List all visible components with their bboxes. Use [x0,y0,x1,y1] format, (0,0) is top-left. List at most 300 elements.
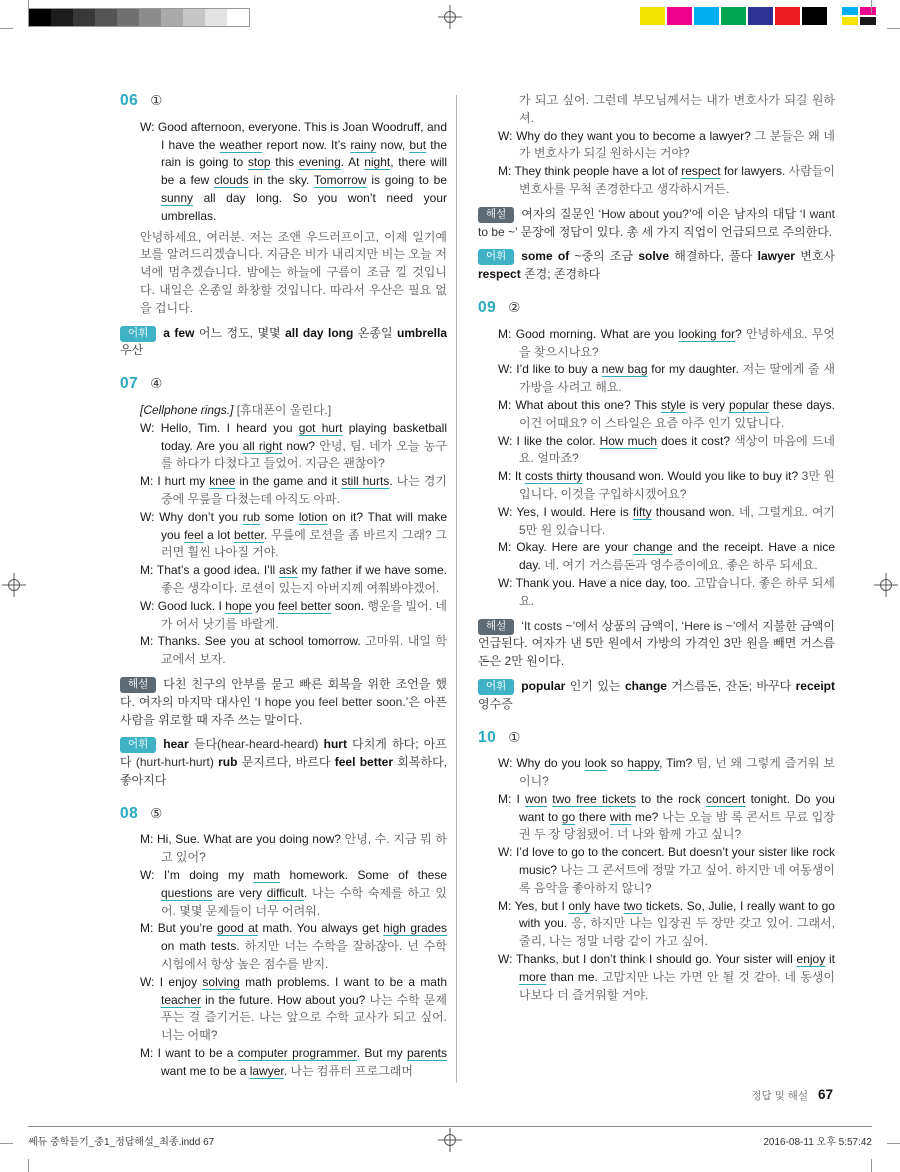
answer-choice: ② [508,299,521,315]
keyword-underlined: stop [247,155,271,170]
text-segment: 다친 친구의 안부를 묻고 빠른 회복을 위한 조언을 했다. 여자의 마지막 대사인 ‘I hope you feel better soon.’은 아픈 사람을 위로할 때 자주 쓰는 말이다. [120,676,447,727]
text-segment: . But my [356,1046,407,1061]
text-segment: 여자의 질문인 ‘How about you?’에 이은 남자의 대답 ‘I want to be ~’ 문장에 정답이 있다. 총 세 가지 직업이 언급되므로 주의한다. [478,206,835,239]
text-segment: [Cellphone rings.] [140,402,234,417]
text-segment: Good luck. I [157,598,226,613]
vocabulary-note [120,736,447,789]
text-segment: Hi, Sue. What are you doing now? [156,832,345,847]
text-segment: for lawyers. [720,164,789,179]
korean-text: 안녕, 수. 지금 뭐 하고 있어? [161,832,448,865]
dialogue-line [498,575,835,611]
keyword-underlined: lawyer [249,1063,284,1078]
vocab-term: rub [218,755,238,770]
inner-footer-label: 정답 및 해설 [751,1090,808,1102]
text-segment: Okay. Here are your [516,540,634,555]
dialogue-line [498,326,835,362]
grayscale-swatch [117,9,139,26]
grayscale-swatch [139,9,161,26]
registration-mark-icon [874,573,898,597]
speaker-label: M: [140,1046,158,1061]
question-header [478,299,835,318]
speaker-label: M: [140,832,157,847]
question-number: 07 [120,375,139,393]
dialogue-line [498,433,835,469]
color-swatch [842,17,858,25]
speaker-label: M: [140,563,157,578]
text-segment: 해결하다, 풀다 [669,249,758,264]
registration-mark-icon [438,5,462,29]
korean-text: 저는 딸에게 줄 새 가방을 사려고 해요. [519,362,835,395]
keyword-underlined: two free tickets [552,791,636,806]
text-segment: some [260,509,299,524]
keyword-underlined: night [364,155,391,170]
dialogue-line [140,831,447,867]
keyword-underlined: respect [681,164,721,179]
text-segment: to the rock [635,791,707,806]
crop-mark [887,28,900,29]
speaker-label: W: [498,128,517,143]
text-segment: . [283,1063,291,1078]
speaker-label: W: [140,119,158,134]
keyword-underlined: teacher [161,992,202,1007]
speaker-label: W: [498,845,516,860]
vocab-badge: 어휘 [478,249,514,265]
text-segment: now, [376,137,410,152]
question-number: 08 [120,804,139,822]
korean-text: 나는 오늘 밤 록 콘서트 무료 입장권 두 장 당첨됐어. 너 나와 함께 가고 싶니? [519,809,835,842]
text-segment: you [251,598,278,613]
speaker-label: W: [140,974,160,989]
vocab-term: solve [638,249,669,264]
explanation-note [478,618,835,671]
keyword-underlined: questions [161,885,213,900]
korean-text: 사람들이 변호사를 무척 존경한다고 생각하시거든. [519,164,836,196]
keyword-underlined: go [561,809,576,824]
text-segment: playing basketball today. Are you [161,420,448,453]
text-segment: Why don’t you [159,509,243,524]
text-segment: report now. It’s [262,137,351,152]
speaker-label: W: [140,868,164,883]
vocab-term: lawyer [757,249,795,264]
text-segment: 온종일 [353,325,397,340]
text-segment: Why do you [516,756,585,771]
speaker-label: W: [140,598,158,613]
speaker-label: W: [140,420,161,435]
korean-text: 나는 경기 중에 무릎을 다쳤는데 아직도 아파. [161,474,447,506]
text-segment: But you’re [157,921,218,936]
korean-text: 안녕, 팀. 네가 오늘 농구를 하다가 다쳤다고 들었어. 지금은 괜찮아? [161,438,447,471]
vocab-term: a few [163,325,195,340]
text-segment: . [303,885,312,900]
color-swatch [721,7,746,25]
text-segment: Thanks. See you at school tomorrow. [157,634,366,649]
korean-text: 색상이 마음에 드네요. 얼마죠? [519,433,836,466]
text-segment: thousand won. Would you like to buy it? [582,469,802,484]
keyword-underlined: more [519,969,547,984]
color-swatch [842,7,858,15]
explain-badge: 해설 [478,207,514,223]
vocab-term: umbrella [396,325,447,340]
text-segment: It [514,469,525,484]
page-number: 67 [817,1087,833,1102]
text-segment: in the sky. [248,173,314,188]
crop-mark [28,1159,29,1172]
dialogue-line [498,128,835,164]
text-segment: these days. [769,397,835,412]
speaker-label: W: [498,575,516,590]
text-segment: on it? That will make you [161,509,447,542]
explain-badge: 해설 [478,619,514,635]
text-segment: thousand won. [651,504,739,519]
dialogue-line [140,598,447,634]
stage-direction [140,402,447,420]
keyword-underlined: got hurt [298,420,343,435]
vocab-term: popular [521,678,566,693]
text-segment: I’d love to go to the concert. But doesn’t your sister like rock music? [515,845,835,878]
vocab-badge: 어휘 [120,737,156,753]
keyword-underlined: looking for [678,326,735,341]
dialogue-line [140,119,447,226]
dialogue-line [498,898,835,951]
explanation-note [120,676,447,729]
text-segment: all day long. So you won’t need your umbrellas. [161,190,447,223]
vocab-term: hurt [323,737,347,752]
text-segment: Good afternoon, everyone. This is Joan Woodruff, and I have the [157,119,447,152]
speaker-label: W: [140,509,160,524]
korean-text: 안녕하세요, 여러분. 저는 조앤 우드러프이고, 이제 일기예보를 알려드리겠습니다. 지금은 비가 내리지만 비는 오늘 저녁에 멈추겠습니다. 밤에는 하늘에 구름이 조금 낄 것입니다. 내일은 온종일 화창할 것입니다. 따라서 우산은 필요 없을 겁니다. [140,229,447,315]
grayscale-swatch [161,9,183,26]
keyword-underlined: weather [219,137,263,152]
color-swatch [748,7,773,25]
keyword-underlined: high grades [383,921,448,936]
text-segment: . [389,474,397,489]
keyword-underlined: computer programmer [237,1046,357,1061]
grayscale-swatch [73,9,95,26]
keyword-underlined: lotion [298,509,328,524]
keyword-underlined: two [623,898,643,913]
keyword-underlined: look [584,756,607,771]
answer-choice: ⑤ [150,805,163,821]
text-segment: my father if we have some. [297,563,447,578]
speaker-label: W: [498,362,517,377]
print-footer-datetime: 2016-08-11 오후 5:57:42 [763,1137,872,1148]
keyword-underlined: happy [627,756,660,771]
keyword-underlined: but [409,137,427,152]
text-segment: ~중의 조금 [569,249,639,264]
text-segment: That’s a good idea. I’ll [156,563,279,578]
question-header [120,375,447,394]
vocab-term: feel better [334,755,394,770]
text-segment: 문지르다, 바르다 [237,755,335,770]
text-segment: soon. [331,598,368,613]
keyword-underlined: concert [706,791,746,806]
text-segment: 다치게 하다; 아프다 (hurt-hurt-hurt) [120,737,447,770]
keyword-underlined: clouds [213,173,249,188]
vocab-term: respect [478,267,521,282]
korean-text: 무릎에 로션을 좀 바르지 그래? 그러면 훨씬 나아질 거야. [161,527,448,560]
korean-text: 안녕하세요. 무엇을 찾으시나요? [519,326,835,359]
question-header [478,729,835,748]
question-number: 06 [120,92,139,109]
keyword-underlined: feel [184,527,204,542]
registration-mark-icon [438,1128,462,1152]
vocab-badge: 어휘 [478,679,514,695]
speaker-label: M: [498,469,515,484]
dialogue-line [140,920,447,973]
dialogue-line [498,361,835,397]
text-segment: the rain is going to [161,137,447,170]
text-segment: math. You always get [258,921,384,936]
text-segment: They think people have a lot of [514,164,682,179]
crop-mark [28,0,29,13]
dialogue-line [140,473,447,509]
keyword-underlined: hope [225,598,252,613]
text-segment: I hurt my [157,474,210,489]
keyword-underlined: better [233,527,264,542]
dialogue-line [140,420,447,473]
keyword-underlined: new bag [601,362,648,377]
keyword-underlined: costs thirty [524,469,583,484]
dialogue-line [140,562,447,598]
keyword-underlined: rub [242,509,261,524]
explain-badge: 해설 [120,677,156,693]
korean-text: 그 분들은 왜 네가 변호사가 되길 원하시는 거야? [519,128,836,161]
keyword-underlined: all right [242,438,283,453]
text-segment: so [606,756,628,771]
text-segment: 우산 [120,343,144,358]
text-segment: 어느 정도, 몇몇 [194,325,286,340]
text-segment: is very [685,397,729,412]
korean-text: 좋은 생각이다. 로션이 있는지 아버지께 여쭤봐야겠어. [161,580,440,595]
korean-text: 나는 수학 숙제를 하고 있어. 몇몇 문제들이 너무 어려워. [161,885,447,918]
keyword-underlined: math [253,868,281,883]
keyword-underlined: How much [599,433,658,448]
text-segment: 인기 있는 [565,678,625,693]
text-segment: 듣다(hear-heard-heard) [188,737,324,752]
speaker-label: W: [498,433,517,448]
text-segment: math problems. I want to be a math [239,974,447,989]
text-segment: Thanks, but I don’t think I should go. Your sister will [516,952,797,967]
color-swatch [640,7,665,25]
korean-text: 고맙습니다. 좋은 하루 되세요. [519,575,835,608]
dialogue-line [498,539,835,575]
text-segment: homework. Some of these [280,868,448,883]
speaker-label: M: [140,474,158,489]
vocab-term: all day long [285,325,354,340]
korean-text: 고마워. 내일 학교에서 보자. [161,634,447,667]
text-segment: ‘It costs ~’에서 상품의 금액이, ‘Here is ~’에서 지불한 금액이 언급된다. 여자가 낸 5만 원에서 가방의 가격인 3만 원을 빼면 거스름돈은 2만 원이다. [478,618,835,669]
dialogue-line [140,1045,447,1081]
keyword-underlined: feel better [277,598,332,613]
speaker-label: M: [498,164,515,179]
vocab-term: some of [521,249,570,264]
korean-text: 행운을 빌어. 네가 어서 낫기를 바랄게. [161,598,448,631]
text-segment: Thank you. Have a nice day, too. [515,575,694,590]
text-segment: . [263,527,272,542]
speaker-label: M: [498,898,515,913]
color-swatch [860,17,876,25]
question-header [120,92,447,111]
registration-mark-icon [2,573,26,597]
color-calibration-bar [640,7,829,25]
text-segment: have [590,898,624,913]
korean-text: 가 되고 싶어. 그런데 부모님께서는 내가 변호사가 되길 원하셔. [519,93,835,125]
dialogue-line [498,163,835,199]
color-swatch [694,7,719,25]
text-segment: Hello, Tim. I heard you [160,420,299,435]
question-number: 09 [478,298,497,316]
text-segment: Why do they want you to become a lawyer? [516,128,755,143]
left-column [120,92,447,1081]
crop-mark [871,0,872,13]
text-segment: 회복하다, 좋아지다 [120,755,447,787]
keyword-underlined: change [633,540,673,555]
dialogue-line [140,509,447,562]
text-segment: I [516,791,526,806]
keyword-underlined: ask [278,563,298,578]
vocabulary-note [120,325,447,361]
dialogue-line [498,468,835,504]
text-segment: a lot [203,527,234,542]
text-segment: is going to be [366,173,448,188]
vocab-term: receipt [795,678,835,693]
question-header [120,805,447,824]
dialogue-line [498,844,835,897]
vocab-term: hear [163,737,189,752]
korean-text: 고맙지만 나는 가면 안 될 것 같아. 네 동생이 나보다 더 즐거워할 거야. [519,969,835,1002]
text-segment: 변호사 [794,249,835,264]
dialogue-line [498,397,835,433]
grayscale-swatch [205,9,227,26]
korean-text: 나는 그 콘서트에 정말 가고 싶어. 하지만 네 여동생이 록 음악을 좋아하지 않니? [519,863,835,895]
crop-mark [871,1159,872,1172]
color-swatch [667,7,692,25]
inner-footer [751,1086,833,1104]
grayscale-calibration-bar [28,8,250,27]
keyword-underlined: rainy [350,137,377,152]
color-swatch [802,7,827,25]
text-segment: in the game and it [235,474,342,489]
speaker-label: M: [498,326,516,341]
crop-mark [887,1143,900,1144]
text-segment: I’m doing my [163,868,254,883]
keyword-underlined: fifty [632,504,652,519]
content-area [120,92,835,1081]
text-segment: it [825,952,836,967]
speaker-label: M: [140,634,158,649]
korean-text: 팀, 넌 왜 그렇게 즐거워 보이니? [519,756,836,789]
text-segment: I enjoy [159,974,203,989]
crop-mark [0,28,13,29]
speaker-label: M: [498,540,517,555]
text-segment: tickets. So, Julie, I really want to go with you. [519,898,835,931]
speaker-label: M: [498,791,517,806]
dialogue-line [498,92,835,128]
text-segment: now? [282,438,320,453]
keyword-underlined: won [525,791,548,806]
text-segment: in the future. How about you? [201,992,370,1007]
text-segment: on math tests. [161,939,245,954]
grayscale-swatch [29,9,51,26]
text-segment: Good morning. What are you [515,326,679,341]
speaker-label: W: [498,952,517,967]
korean-text: 응, 하지만 나는 입장권 두 장만 갖고 있어. 그래서, 줄리, 나는 정말 너랑 같이 가고 싶어. [519,916,835,949]
vocab-badge: 어휘 [120,326,156,342]
speaker-label: M: [498,397,516,412]
text-segment: are very [212,885,267,900]
keyword-underlined: Tomorrow [313,173,367,188]
text-segment: Yes, I would. Here is [516,504,633,519]
text-segment: ? [735,326,747,341]
speaker-label: W: [498,756,517,771]
explanation-note [478,206,835,242]
color-swatch [860,7,876,15]
text-segment: 존경; 존경하다 [520,267,601,282]
dialogue-line [140,867,447,920]
keyword-underlined: with [609,809,632,824]
crop-mark [0,1143,13,1144]
text-segment: and the receipt. Have a nice day. [519,540,835,573]
text-segment: this [270,155,299,170]
keyword-underlined: only [568,898,591,913]
text-segment: me? [631,809,663,824]
dialogue-line [498,791,835,844]
keyword-underlined: sunny [161,190,194,205]
text-segment: for my daughter. [647,362,743,377]
korean-text: [휴대폰이 울린다.] [233,402,332,417]
korean-text: 나는 수학 문제 푸는 걸 즐기거든. 나는 앞으로 수학 교사가 되고 싶어. 너는 어때? [161,992,447,1043]
keyword-underlined: popular [728,397,770,412]
keyword-underlined: style [661,397,686,412]
dialogue-line [498,504,835,540]
keyword-underlined: evening [298,155,341,170]
keyword-underlined: still hurts [341,474,390,489]
text-segment: I want to be a [157,1046,238,1061]
text-segment: . At [340,155,365,170]
grayscale-swatch [51,9,73,26]
text-segment: What about this one? This [515,397,662,412]
text-segment: does it cost? [657,433,735,448]
keyword-underlined: parents [406,1046,447,1061]
text-segment: Yes, but I [514,898,569,913]
speaker-label: W: [498,504,517,519]
keyword-underlined: difficult [266,885,304,900]
keyword-underlined: solving [202,974,240,989]
grayscale-swatch [95,9,117,26]
text-segment: than me. [546,969,602,984]
text-segment: there [575,809,610,824]
grayscale-swatch [183,9,205,26]
text-segment: I like the color. [516,433,600,448]
text-segment: want me to be a [161,1063,250,1078]
grayscale-swatch [227,9,249,26]
dialogue-line [140,974,447,1045]
dialogue-line [140,633,447,669]
answer-choice: ④ [150,376,163,392]
dialogue-line [498,951,835,1004]
korean-text: 나는 컴퓨터 프로그래머 [290,1063,413,1078]
keyword-underlined: good at [217,921,259,936]
korean-text: 3만 원입니다. 이것을 구입하시겠어요? [519,469,835,501]
text-segment: , there will be a few [161,155,447,188]
answer-choice: ① [150,93,163,108]
korean-text: 네. 여기 거스름돈과 영수증이에요. 좋은 하루 되세요. [544,558,818,573]
text-segment: 거스름돈, 잔돈; 바꾸다 [666,678,796,693]
color-swatch [775,7,800,25]
korean-text: 이건 어때요? 이 스타일은 요즘 아주 인기 있답니다. [519,415,785,430]
keyword-underlined: enjoy [796,952,826,967]
text-segment: , Tim? [659,756,697,771]
